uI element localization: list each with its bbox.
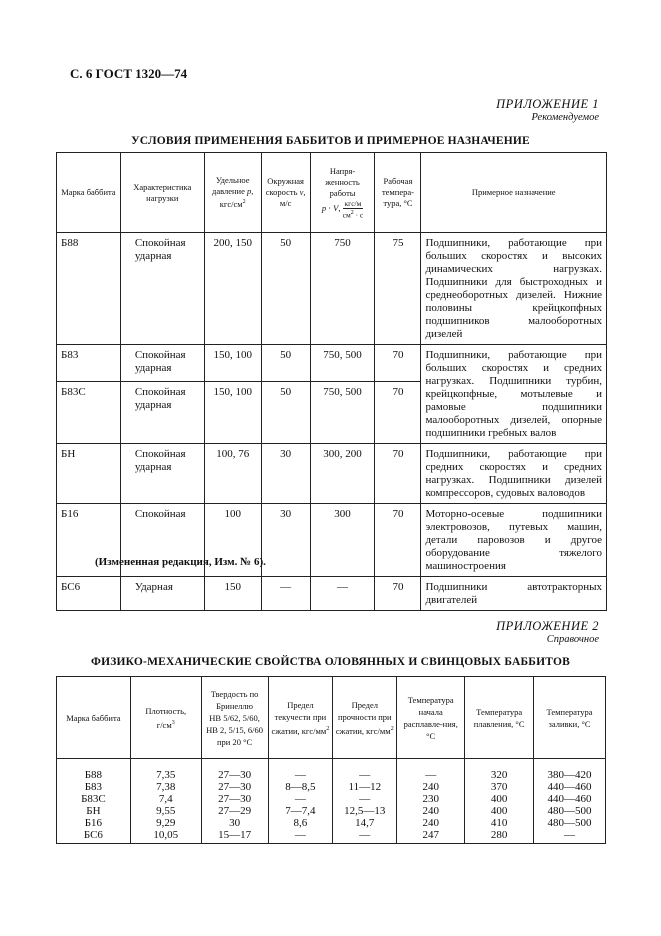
cell-speed: 50 — [261, 345, 310, 382]
appendix2-sub: Справочное — [546, 634, 599, 645]
col-speed: Окружная скорость v, м/с — [261, 153, 310, 233]
cell-load: Ударная — [120, 577, 204, 611]
cell-density: 7,35 — [130, 759, 201, 782]
cell-t-melt: 400 — [465, 805, 534, 817]
cell-grade: Б88 — [57, 233, 121, 345]
cell-pressure: 150 — [204, 577, 261, 611]
table-row — [57, 793, 606, 805]
cell-pv: 750, 500 — [310, 345, 375, 382]
cell-yield: 8,6 — [268, 817, 333, 829]
cell-grade: Б88 — [57, 759, 131, 782]
cell-grade: Б83С — [57, 381, 121, 443]
cell-t-pour: 440—460 — [534, 781, 606, 793]
cell-load: Спокойная ударная — [120, 345, 204, 382]
cell-pressure: 200, 150 — [204, 233, 261, 345]
properties-table-header — [57, 677, 606, 759]
table-row — [57, 345, 607, 382]
cell-pv: 750 — [310, 233, 375, 345]
col-t-pour: Температура заливки, °С — [534, 677, 606, 759]
cell-hardness: 27—29 — [201, 805, 268, 817]
col-strength: Предел прочности при сжатии, кгс/$мм^2$ — [333, 677, 397, 759]
cell-strength: 11—12 — [333, 781, 397, 793]
cell-hardness: 15—17 — [201, 829, 268, 844]
cell-pv: 300, 200 — [310, 444, 375, 504]
cell-load: Спокойная — [120, 504, 204, 577]
table-row — [57, 577, 607, 611]
cell-t-pour: 480—500 — [534, 817, 606, 829]
cell-t-pour: 440—460 — [534, 793, 606, 805]
cell-purpose: Подшипники автотракторных двигателей — [421, 577, 607, 611]
cell-yield: 8—8,5 — [268, 781, 333, 793]
appendix1-label: ПРИЛОЖЕНИЕ 1 — [496, 97, 599, 111]
appendix2-label: ПРИЛОЖЕНИЕ 2 — [496, 619, 599, 633]
cell-density: 9,29 — [130, 817, 201, 829]
cell-t-melt: 410 — [465, 817, 534, 829]
cell-density: 10,05 — [130, 829, 201, 844]
cell-pressure: 150, 100 — [204, 381, 261, 443]
cell-yield: — — [268, 829, 333, 844]
cell-grade: Б83 — [57, 781, 131, 793]
cell-t-start: 240 — [397, 805, 465, 817]
col-density: Плотность, $г/см^3$ — [130, 677, 201, 759]
cell-density: 7,4 — [130, 793, 201, 805]
cell-purpose: Моторно-осевые подшипники электровозов, путевых машин, детали паровозов и другое оборудование тяжелого машиностроения — [421, 504, 607, 577]
cell-grade: БС6 — [57, 829, 131, 844]
cell-temp: 70 — [375, 345, 421, 382]
cell-speed: 30 — [261, 444, 310, 504]
cell-t-melt: 280 — [465, 829, 534, 844]
col-hardness: Твердость по Бринеллю НВ 5/62, 5/60, НВ 2, 5/15, 6/60 при 20 °С — [201, 677, 268, 759]
cell-grade: БН — [57, 805, 131, 817]
cell-temp: 70 — [375, 504, 421, 577]
cell-pressure: 100, 76 — [204, 444, 261, 504]
cell-grade: Б16 — [57, 504, 121, 577]
cell-strength: — — [333, 759, 397, 782]
cell-yield: 7—7,4 — [268, 805, 333, 817]
cell-speed: 50 — [261, 233, 310, 345]
col-load: Характеристика нагрузки — [120, 153, 204, 233]
cell-speed: — — [261, 577, 310, 611]
col-yield: Предел текучести при сжатии, кгс/$мм^2$ — [268, 677, 333, 759]
cell-temp: 70 — [375, 444, 421, 504]
cell-t-start: 247 — [397, 829, 465, 844]
cell-purpose: Подшипники, работающие при средних скоростях и средних нагрузках. Подшипники дизелей компрессоров, судовых валоводов — [421, 444, 607, 504]
cell-t-melt: 320 — [465, 759, 534, 782]
cell-density: 9,55 — [130, 805, 201, 817]
cell-strength: — — [333, 793, 397, 805]
cell-t-melt: 400 — [465, 793, 534, 805]
page-header: С. 6 ГОСТ 1320—74 — [70, 66, 188, 81]
cell-pv: — — [310, 577, 375, 611]
cell-t-start: — — [397, 759, 465, 782]
cell-load: Спокойная ударная — [120, 233, 204, 345]
col-purpose: Примерное назначение — [421, 153, 607, 233]
cell-pv: 300 — [310, 504, 375, 577]
cell-grade: Б16 — [57, 817, 131, 829]
cell-grade: Б83С — [57, 793, 131, 805]
cell-t-start: 240 — [397, 781, 465, 793]
cell-load: Спокойная ударная — [120, 444, 204, 504]
appendix1-title: УСЛОВИЯ ПРИМЕНЕНИЯ БАББИТОВ И ПРИМЕРНОЕ НАЗНАЧЕНИЕ — [131, 135, 530, 147]
table-row — [57, 805, 606, 817]
cell-t-start: 230 — [397, 793, 465, 805]
cell-purpose: Подшипники, работающие при больших скоростях и высоких динамических нагрузках. Подшипники для быстроходных и среднеоборотных дизелей. Нижние половины крейцкопфных подшипников малооборотных дизелей — [421, 233, 607, 345]
cell-density: 7,38 — [130, 781, 201, 793]
cell-speed: 30 — [261, 504, 310, 577]
table-row — [57, 817, 606, 829]
cell-yield: — — [268, 759, 333, 782]
cell-t-pour: — — [534, 829, 606, 844]
cell-load: Спокойная ударная — [120, 381, 204, 443]
appendix1-sub: Рекомендуемое — [531, 112, 599, 123]
cell-t-start: 240 — [397, 817, 465, 829]
cell-hardness: 27—30 — [201, 781, 268, 793]
cell-temp: 70 — [375, 381, 421, 443]
cell-grade: БС6 — [57, 577, 121, 611]
properties-table — [56, 676, 606, 844]
cell-t-melt: 370 — [465, 781, 534, 793]
appendix2-label-block — [496, 619, 599, 645]
cell-purpose: Подшипники, работающие при больших скоростях и средних нагрузках. Подшипники турбин, крейцкопфные, мотылевые и рамовые подшипники малооборотных дизелей, опорные подшипники гребных валов — [421, 345, 607, 444]
col-t-melt: Температура плавления, °С — [465, 677, 534, 759]
cell-temp: 70 — [375, 577, 421, 611]
col-temp: Рабочая темпера-тура, °С — [375, 153, 421, 233]
table-row — [57, 829, 606, 844]
cell-strength: — — [333, 829, 397, 844]
cell-grade: БН — [57, 444, 121, 504]
table-row — [57, 759, 606, 782]
revision-note: (Измененная редакция, Изм. № 6). — [95, 556, 266, 568]
cell-strength: 14,7 — [333, 817, 397, 829]
table-row — [57, 444, 607, 504]
cell-pressure: 100 — [204, 504, 261, 577]
cell-strength: 12,5—13 — [333, 805, 397, 817]
cell-pressure: 150, 100 — [204, 345, 261, 382]
cell-speed: 50 — [261, 381, 310, 443]
cell-yield: — — [268, 793, 333, 805]
cell-hardness: 30 — [201, 817, 268, 829]
usage-table-header — [57, 153, 607, 233]
col-grade: Марка баббита — [57, 153, 121, 233]
cell-hardness: 27—30 — [201, 793, 268, 805]
col-grade: Марка баббита — [57, 677, 131, 759]
cell-t-pour: 380—420 — [534, 759, 606, 782]
cell-temp: 75 — [375, 233, 421, 345]
col-t-start: Температура начала расплавле-ния, °С — [397, 677, 465, 759]
appendix1-label-block — [496, 97, 599, 123]
cell-pv: 750, 500 — [310, 381, 375, 443]
table-row — [57, 781, 606, 793]
appendix2-title: ФИЗИКО-МЕХАНИЧЕСКИЕ СВОЙСТВА ОЛОВЯННЫХ И СВИНЦОВЫХ БАББИТОВ — [91, 656, 570, 668]
col-pv: Напря- женность работы p · V, кгс/м $см^2 \cdot с$ — [310, 153, 375, 233]
cell-grade: Б83 — [57, 345, 121, 382]
table-row — [57, 233, 607, 345]
col-pressure: Удельное давление р, кгс/$см^2$ — [204, 153, 261, 233]
cell-hardness: 27—30 — [201, 759, 268, 782]
cell-t-pour: 480—500 — [534, 805, 606, 817]
usage-table — [56, 152, 607, 611]
